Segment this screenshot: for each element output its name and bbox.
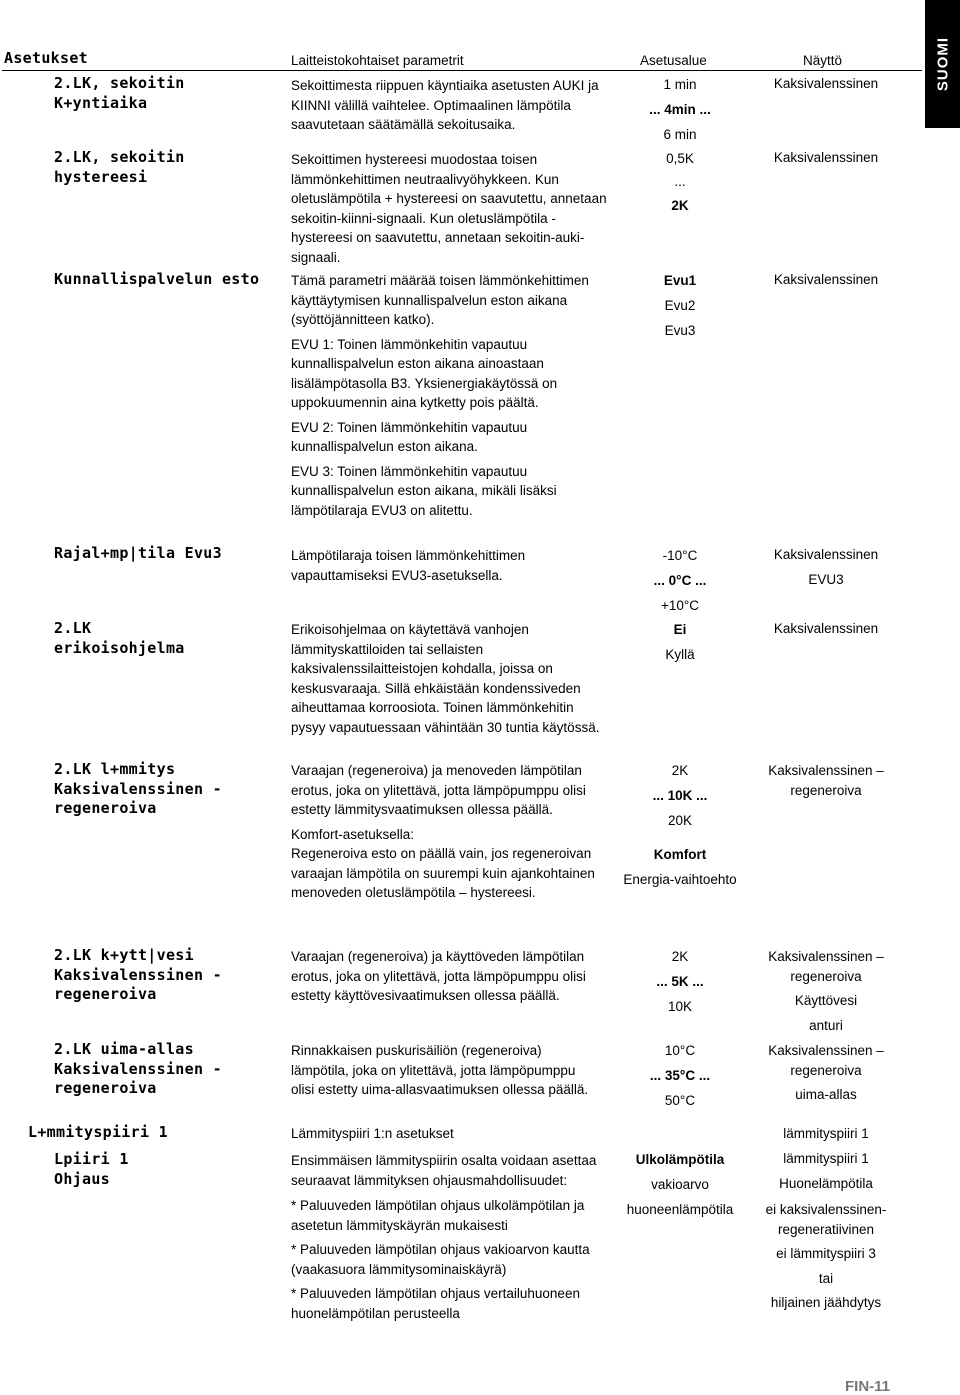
range-min: 1 min <box>663 77 697 92</box>
setting-range: Evu1 Evu2 Evu3 <box>663 273 697 338</box>
row-description: Ensimmäisen lämmityspiirin osalta voidaan asettaa seuraavat lämmityksen ohjausmahdollisuudet: * Paluuveden lämpötilan ohjaus ulkolämpötilan ja asetetun lämmityskäyrän mukaisesti * Paluuveden lämpötilan ohjaus vakioarvon kautta (vaakasuora lämmitysominaiskäyrä) * Paluuveden lämpötilan ohjaus vertailuhuoneen huonelämpötilan perusteella <box>291 1153 597 1321</box>
header-display: Näyttö <box>803 53 843 68</box>
setting-range: 2K ... 10K ... 20K <box>652 763 708 828</box>
display-condition: Kaksivalenssinen <box>773 76 879 91</box>
row-description: Lämmityspiiri 1:n asetukset <box>291 1126 454 1141</box>
range-min: 0,5K <box>666 151 694 166</box>
header-parameters: Laitteistokohtaiset parametrit <box>291 53 464 68</box>
display-text: 2.LK uima-allas Kaksivalenssinen - regeneroiva <box>54 1040 222 1097</box>
display-text: 2.LK k+ytt|vesi Kaksivalenssinen - regeneroiva <box>54 946 222 1003</box>
setting-range <box>620 146 740 218</box>
range-max: 2K <box>671 198 689 213</box>
display-text: Kunnallispalvelun esto <box>54 270 260 288</box>
setting-range: -10°C ... 0°C ... +10°C <box>653 548 707 613</box>
setting-range: Ulkolämpötila vakioarvo huoneenlämpötila <box>626 1152 734 1217</box>
setting-range <box>620 72 740 147</box>
header-divider <box>2 70 922 71</box>
row-description: Lämpötilaraja toisen lämmönkehittimen vapauttamiseksi EVU3-asetuksella. <box>291 548 526 583</box>
row-description: Sekoittimen hystereesi muodostaa toisen lämmönkehittimen neutraalivyöhykkeen. Kun oletuslämpötila + hystereesi on saavutettu, annetaan sekoitin-kiinni-signaali. Kun oletuslämpötila - hystereesi on saavutettu, annetaan sekoitin-auki-signaali. <box>291 152 607 265</box>
row-description: Sekoittimesta riippuen käyntiaika asetusten AUKI ja KIINNI välillä vaihtelee. Optimaalinen lämpötila saavutetaan säätämällä sekoitusaika. <box>291 78 599 132</box>
display-condition: lämmityspiiri 1 Huonelämpötila ei kaksivalenssinen- regeneratiivinen ei lämmityspiiri 3 tai hiljainen jäähdytys <box>765 1151 887 1310</box>
display-condition: Kaksivalenssinen – regeneroiva <box>768 763 884 798</box>
display-condition: Kaksivalenssinen – regeneroiva uima-allas <box>768 1043 884 1102</box>
range-max: 6 min <box>663 127 697 142</box>
row-description: Erikoisohjelmaa on käytettävä vanhojen lämmityskattiloiden tai sellaisten kaksivalenssilaitteistojen kohdalla, joissa on keskusvaraaja. Sillä ehkäistään kondenssiveden aiheuttamaa korroosiota. Toinen lämmönkehitin pysyy vapautuessaan vähintään 30 tuntia käytössä. <box>291 622 600 735</box>
display-text: L+mmityspiiri 1 <box>28 1123 168 1141</box>
row-description: Rinnakkaisen puskurisäiliön (regeneroiva) lämpötila, joka on ylitettävä, jotta lämpöpumppu olisi estetty uima-allasvaatimuksen ollessa päällä. <box>291 1043 589 1097</box>
language-tab <box>925 0 960 128</box>
setting-range: 10°C ... 35°C ... 50°C <box>649 1043 711 1108</box>
display-condition: Kaksivalenssinen <box>773 150 879 165</box>
row-description: Varaajan (regeneroiva) ja menoveden lämpötilan erotus, joka on ylitettävä, jotta lämpöpumppu olisi estetty lämmitysvaatimuksen ollessa päällä. Komfort-asetuksella: Regeneroiva esto on päällä vain, jos regeneroivan varaajan lämpötila on suurempi kuin ajankohtainen menoveden oletuslämpötila – hystereesi. <box>291 763 595 900</box>
display-text: Lpiiri 1 Ohjaus <box>54 1150 129 1188</box>
setting-range-comfort: Komfort Energia-vaihtoehto <box>623 847 737 887</box>
display-text: Rajal+mp|tila Evu3 <box>54 544 222 562</box>
row-description: Varaajan (regeneroiva) ja käyttöveden lämpötilan erotus, joka on ylitettävä, jotta lämpöpumppu olisi estetty käyttövesivaatimuksen ollessa päällä. <box>291 949 586 1003</box>
header-range: Asetusalue <box>640 53 707 68</box>
header-settings: Asetukset <box>4 49 88 67</box>
row-description: Tämä parametri määrää toisen lämmönkehittimen käyttäytymisen kunnallispalvelun eston aikana (syöttöjännitteen katko). EVU 1: Toinen lämmönkehitin vapautuu kunnallispalvelun eston aikana ainoastaan lisälämpötasolla B3. Yksienergiakäytössä on uppokuumennin aina kytketty pois päältä. EVU 2: Toinen lämmönkehitin vapautuu kunnallispalvelun eston aikana. EVU 3: Toinen lämmönkehitin vapautuu kunnallispalvelun eston aikana, mikäli lisäksi lämpötilaraja EVU3 on alitettu. <box>291 273 589 518</box>
range-default: ... <box>674 174 686 189</box>
page-number: FIN-11 <box>845 1378 891 1395</box>
display-text: 2.LK, sekoitin K+yntiaika <box>54 74 185 112</box>
display-condition: lämmityspiiri 1 <box>783 1126 869 1141</box>
display-condition: Kaksivalenssinen <box>773 272 879 287</box>
display-condition: Kaksivalenssinen <box>773 621 879 636</box>
setting-range: 2K ... 5K ... 10K <box>656 949 704 1014</box>
range-default: ... 4min ... <box>649 102 711 117</box>
display-condition: Kaksivalenssinen – regeneroiva Käyttövesi anturi <box>768 949 884 1033</box>
display-text: 2.LK erikoisohjelma <box>54 619 185 657</box>
display-text: 2.LK l+mmitys Kaksivalenssinen - regeneroiva <box>54 760 222 817</box>
display-text: 2.LK, sekoitin hystereesi <box>54 148 185 186</box>
language-tab-label: SUOMI <box>934 36 951 92</box>
display-condition: Kaksivalenssinen EVU3 <box>773 547 879 587</box>
setting-range: Ei Kyllä <box>665 622 695 662</box>
